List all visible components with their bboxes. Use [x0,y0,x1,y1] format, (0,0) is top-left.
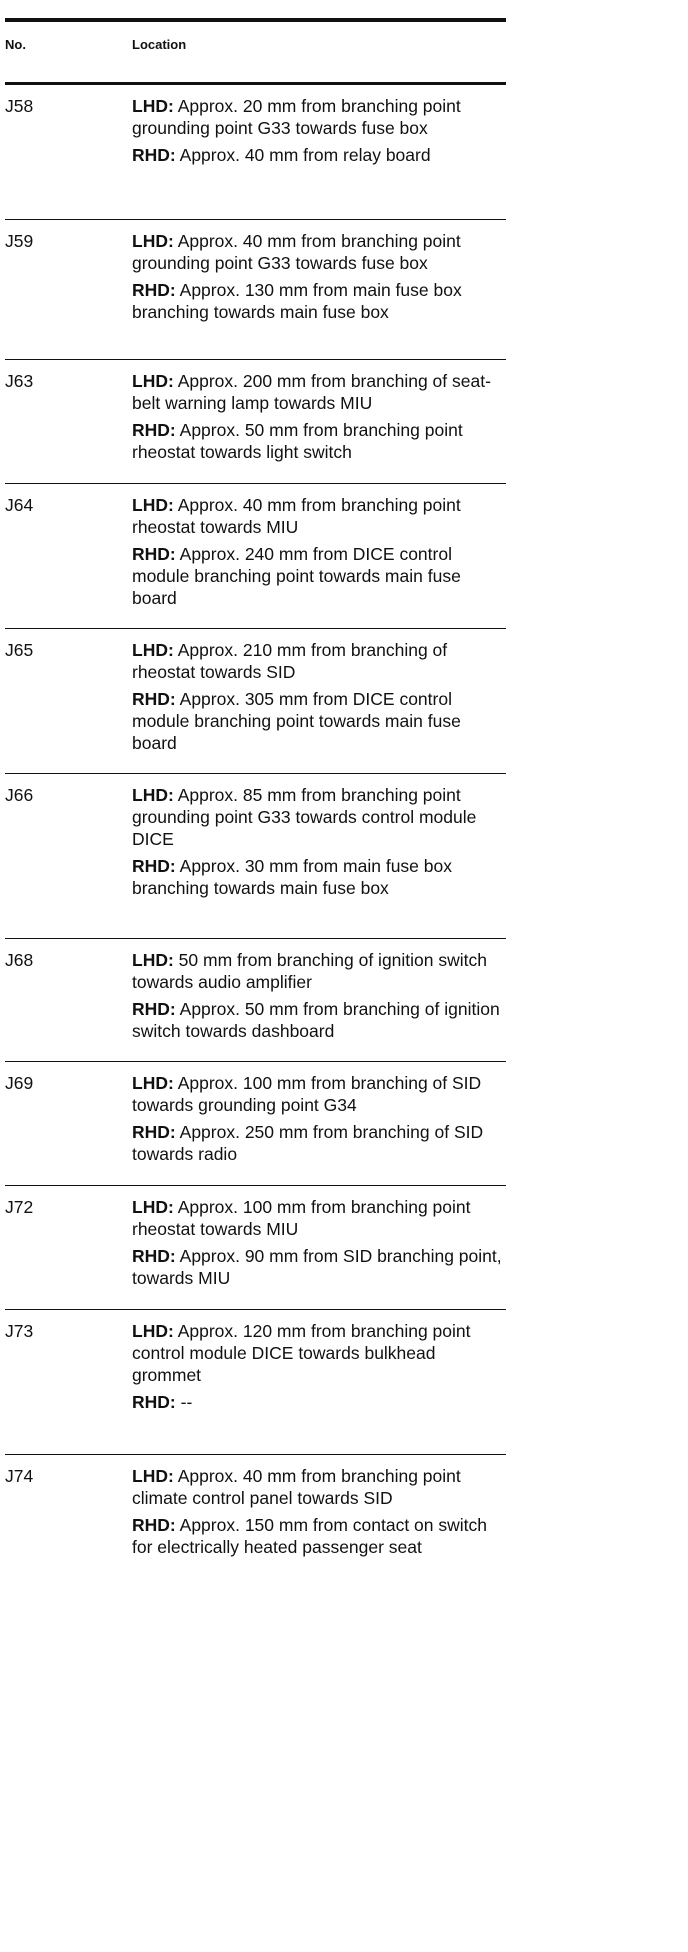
row-number: J58 [5,96,34,116]
table-row [5,359,506,483]
rhd-text: Approx. 40 mm from relay board [179,145,431,165]
lhd-text: Approx. 100 mm from branching of SID towards grounding point G34 [132,1073,482,1115]
lhd-text: Approx. 40 mm from branching point rheostat towards MIU [132,495,461,537]
rhd-text: Approx. 30 mm from main fuse box branching towards main fuse box [132,856,452,898]
lhd-entry [132,784,506,850]
row-location [132,360,506,483]
row-location [132,774,506,938]
rhd-entry [132,688,506,754]
rhd-entry [132,1245,506,1289]
row-number: J73 [5,1321,34,1341]
row-number: J72 [5,1197,34,1217]
table-row [5,85,506,219]
lhd-entry [132,1196,506,1240]
lhd-entry [132,370,506,414]
rhd-label: RHD: [132,544,176,564]
rhd-label: RHD: [132,1392,176,1412]
lhd-entry [132,1465,506,1509]
lhd-text: Approx. 40 mm from branching point climate control panel towards SID [132,1466,461,1508]
lhd-entry [132,949,506,993]
lhd-label: LHD: [132,231,174,251]
rhd-label: RHD: [132,999,176,1019]
rhd-text: Approx. 90 mm from SID branching point, towards MIU [132,1246,502,1288]
lhd-label: LHD: [132,1073,174,1093]
rhd-entry [132,279,506,323]
rhd-text: Approx. 305 mm from DICE control module branching point towards main fuse board [132,689,461,753]
row-number: J65 [5,640,34,660]
lhd-entry [132,230,506,274]
location-table [5,18,506,1614]
lhd-label: LHD: [132,371,174,391]
row-location [132,629,506,773]
lhd-entry [132,1072,506,1116]
row-location [132,220,506,359]
table-row [5,938,506,1061]
lhd-text: Approx. 120 mm from branching point control module DICE towards bulkhead grommet [132,1321,471,1385]
rhd-label: RHD: [132,1246,176,1266]
lhd-entry [132,639,506,683]
table-row [5,1061,506,1185]
lhd-text: Approx. 40 mm from branching point grounding point G33 towards fuse box [132,231,461,273]
rhd-entry [132,1514,506,1558]
rhd-entry [132,998,506,1042]
lhd-label: LHD: [132,1466,174,1486]
row-location [132,85,506,219]
lhd-label: LHD: [132,640,174,660]
rhd-label: RHD: [132,280,176,300]
row-number: J69 [5,1073,34,1093]
row-location [132,1186,506,1309]
lhd-text: Approx. 85 mm from branching point grounding point G33 towards control module DICE [132,785,477,849]
lhd-label: LHD: [132,1197,174,1217]
lhd-label: LHD: [132,96,174,116]
lhd-text: Approx. 210 mm from branching of rheostat towards SID [132,640,448,682]
rhd-label: RHD: [132,1122,176,1142]
lhd-entry [132,95,506,139]
rhd-text: Approx. 240 mm from DICE control module branching point towards main fuse board [132,544,461,608]
table-header [5,22,506,82]
lhd-text: Approx. 200 mm from branching of seat-belt warning lamp towards MIU [132,371,491,413]
rhd-entry [132,543,506,609]
row-number: J59 [5,231,34,251]
row-location [132,1455,506,1614]
header-location: Location [132,37,187,52]
rhd-label: RHD: [132,689,176,709]
rhd-label: RHD: [132,1515,176,1535]
table-row [5,1309,506,1454]
lhd-label: LHD: [132,950,174,970]
table-row [5,1454,506,1614]
table-row [5,1185,506,1309]
rhd-entry [132,419,506,463]
lhd-text: Approx. 20 mm from branching point grounding point G33 towards fuse box [132,96,461,138]
rhd-entry [132,855,506,899]
rhd-entry [132,1391,506,1413]
row-number: J68 [5,950,34,970]
rhd-label: RHD: [132,420,176,440]
rhd-label: RHD: [132,856,176,876]
row-number: J74 [5,1466,34,1486]
header-no: No. [5,37,26,52]
lhd-text: 50 mm from branching of ignition switch towards audio amplifier [132,950,487,992]
table-body [5,85,506,1614]
rhd-entry [132,1121,506,1165]
row-number: J63 [5,371,34,391]
lhd-label: LHD: [132,1321,174,1341]
lhd-label: LHD: [132,495,174,515]
row-location [132,484,506,628]
lhd-entry [132,1320,506,1386]
table-row [5,628,506,773]
rhd-text: -- [180,1392,193,1412]
row-location [132,1310,506,1454]
table-row [5,773,506,938]
rhd-entry [132,144,506,166]
lhd-entry [132,494,506,538]
rhd-text: Approx. 50 mm from branching point rheostat towards light switch [132,420,463,462]
row-location [132,939,506,1061]
lhd-label: LHD: [132,785,174,805]
row-number: J66 [5,785,34,805]
rhd-text: Approx. 150 mm from contact on switch for electrically heated passenger seat [132,1515,487,1557]
rhd-label: RHD: [132,145,176,165]
rhd-text: Approx. 250 mm from branching of SID towards radio [132,1122,484,1164]
rhd-text: Approx. 50 mm from branching of ignition switch towards dashboard [132,999,500,1041]
row-location [132,1062,506,1185]
table-row [5,219,506,359]
table-row [5,483,506,628]
lhd-text: Approx. 100 mm from branching point rheostat towards MIU [132,1197,471,1239]
rhd-text: Approx. 130 mm from main fuse box branching towards main fuse box [132,280,462,322]
row-number: J64 [5,495,34,515]
